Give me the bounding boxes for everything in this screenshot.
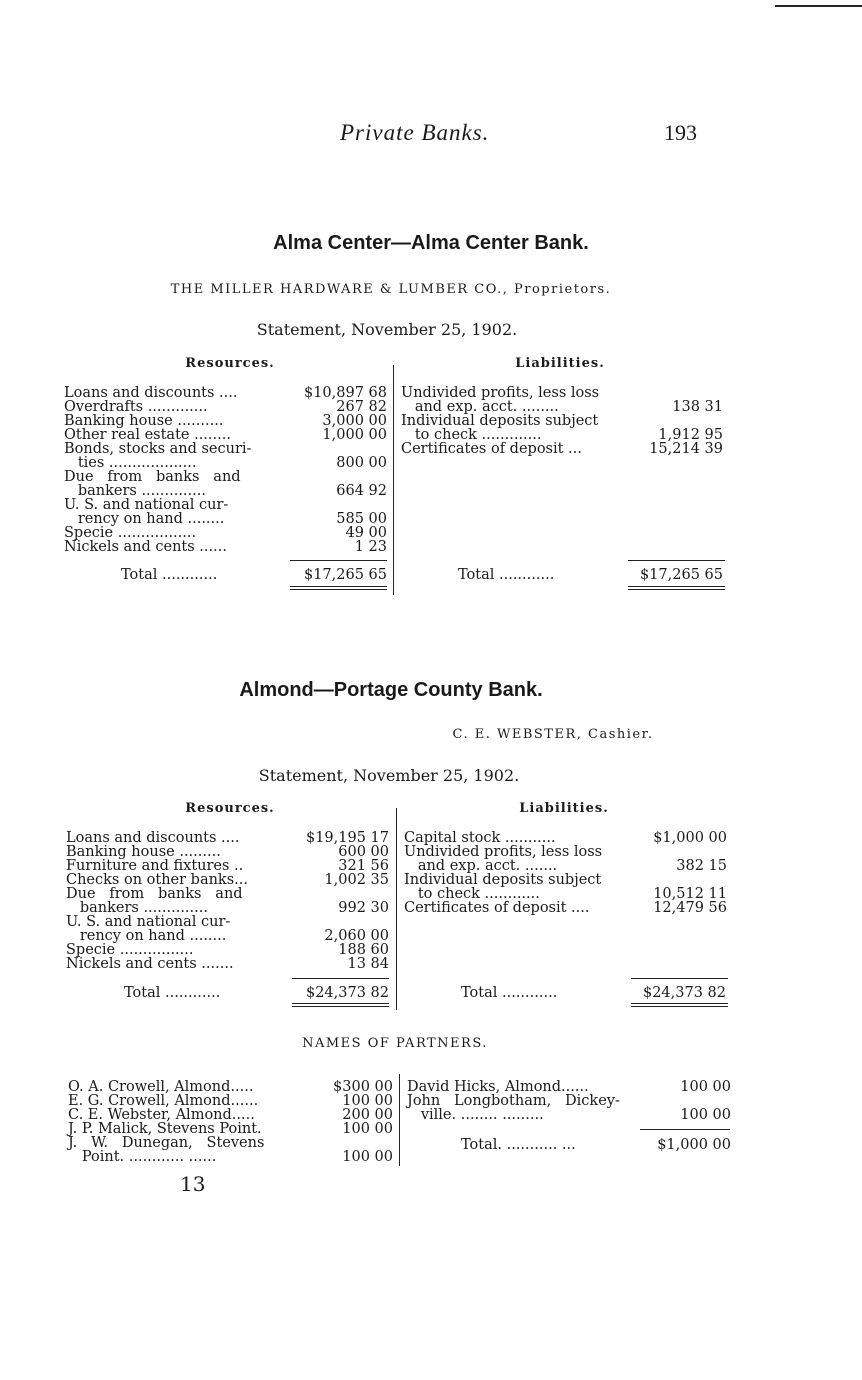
bank1-liabilities-double-rule-2 bbox=[628, 589, 725, 590]
resource-row-amount: 2,060 00 bbox=[324, 928, 389, 944]
partner-row-label: O. A. Crowell, Almond..... bbox=[68, 1079, 254, 1095]
partner-row-label: J. P. Malick, Stevens Point. bbox=[68, 1121, 262, 1137]
resource-row bbox=[66, 831, 389, 845]
partner-row-label: C. E. Webster, Almond..... bbox=[68, 1107, 255, 1123]
partner-row-amount: 100 00 bbox=[342, 1121, 393, 1137]
resource-row-amount: 664 92 bbox=[336, 483, 387, 499]
resource-row-amount: 267 82 bbox=[336, 399, 387, 415]
bank2-resources-total-rule bbox=[292, 978, 389, 979]
resource-row-label: ties ................... bbox=[64, 455, 197, 471]
resource-row-amount: 1 23 bbox=[354, 539, 387, 555]
liability-row bbox=[404, 859, 727, 873]
resource-row-label: Banking house .......... bbox=[64, 413, 224, 429]
liability-row-amount: $1,000 00 bbox=[653, 830, 727, 846]
bank1-liabilities-total-rule bbox=[628, 560, 725, 561]
liability-row-amount: 10,512 11 bbox=[653, 886, 727, 902]
bank2-column-divider bbox=[396, 808, 397, 1010]
partner-row-amount: 100 00 bbox=[680, 1079, 731, 1095]
partner-row bbox=[68, 1080, 393, 1094]
page-number: 193 bbox=[664, 120, 697, 145]
bank1-liabilities-double-rule bbox=[628, 586, 725, 587]
liability-row-amount: 12,479 56 bbox=[653, 900, 727, 916]
partner-row-amount: 100 00 bbox=[342, 1149, 393, 1165]
bank1-resources-list bbox=[64, 386, 387, 554]
resource-row-amount: 321 56 bbox=[338, 858, 389, 874]
resource-row-label: U. S. and national cur- bbox=[66, 914, 231, 930]
resource-row-label: Banking house ......... bbox=[66, 844, 221, 860]
resource-row-label: Loans and discounts .... bbox=[64, 385, 238, 401]
liability-row bbox=[404, 831, 727, 845]
liability-row-label: Individual deposits subject bbox=[404, 872, 602, 888]
partner-row-label: David Hicks, Almond...... bbox=[407, 1079, 589, 1095]
bank2-liabilities-list bbox=[404, 831, 727, 915]
bank1-statement-date: Statement, November 25, 1902. bbox=[256, 320, 518, 339]
partner-row bbox=[68, 1150, 393, 1164]
resource-row bbox=[64, 456, 387, 470]
liability-row-amount: 1,912 95 bbox=[658, 427, 723, 443]
partner-row-amount: 200 00 bbox=[342, 1107, 393, 1123]
resource-row-amount: $10,897 68 bbox=[303, 385, 387, 401]
liability-row-label: Undivided profits, less loss bbox=[404, 844, 603, 860]
partner-row-label: John Longbotham, Dickey- bbox=[407, 1093, 620, 1109]
bank2-cashier: C. E. WEBSTER, Cashier. bbox=[452, 727, 654, 742]
resource-row-amount: $19,195 17 bbox=[305, 830, 389, 846]
liability-row-label: to check ............ bbox=[404, 886, 540, 902]
partner-row-amount: $300 00 bbox=[333, 1079, 393, 1095]
liability-row-label: and exp. acct. ........ bbox=[401, 399, 559, 415]
partner-row-label: Point. ............ ...... bbox=[68, 1149, 217, 1165]
resource-row bbox=[64, 540, 387, 554]
resource-row-label: Bonds, stocks and securi- bbox=[64, 441, 252, 457]
bank2-liabilities-heading: Liabilities. bbox=[519, 801, 609, 816]
liability-row-amount: 15,214 39 bbox=[649, 441, 723, 457]
bank2-resources-heading: Resources. bbox=[185, 801, 275, 816]
resource-row-label: rency on hand ........ bbox=[64, 511, 225, 527]
partners-total: $1,000 00 bbox=[657, 1137, 731, 1153]
partner-row-label: ville. ........ ......... bbox=[407, 1107, 544, 1123]
resource-row-label: Due from banks and bbox=[64, 469, 241, 485]
liability-row bbox=[401, 414, 723, 428]
signature-mark: 13 bbox=[180, 1172, 206, 1196]
liability-row-label: Certificates of deposit ... bbox=[401, 441, 582, 457]
resource-row-label: Loans and discounts .... bbox=[66, 830, 240, 846]
resource-row-label: Nickels and cents ...... bbox=[64, 539, 227, 555]
resource-row-label: bankers .............. bbox=[64, 483, 206, 499]
resource-row bbox=[66, 873, 389, 887]
partner-row-amount: 100 00 bbox=[342, 1093, 393, 1109]
resource-row-label: Due from banks and bbox=[66, 886, 243, 902]
bank2-liabilities-double-rule bbox=[631, 1003, 728, 1004]
top-edge-rule bbox=[775, 5, 862, 7]
partner-row bbox=[68, 1094, 393, 1108]
resource-row bbox=[64, 442, 387, 456]
resource-row bbox=[66, 929, 389, 943]
liability-row bbox=[404, 887, 727, 901]
liability-row-label: Certificates of deposit .... bbox=[404, 900, 590, 916]
partner-row-amount: 100 00 bbox=[680, 1107, 731, 1123]
resource-row-amount: 49 00 bbox=[345, 525, 387, 541]
liability-row bbox=[401, 428, 723, 442]
partners-column-divider bbox=[399, 1074, 400, 1166]
bank1-resources-total: $17,265 65 bbox=[303, 567, 387, 583]
resource-row bbox=[66, 845, 389, 859]
resource-row bbox=[64, 498, 387, 512]
resource-row-amount: 992 30 bbox=[338, 900, 389, 916]
bank1-liabilities-total-label: Total ............ bbox=[458, 567, 555, 583]
partner-row bbox=[68, 1136, 393, 1150]
resource-row bbox=[66, 957, 389, 971]
partner-row bbox=[68, 1108, 393, 1122]
resource-row bbox=[64, 400, 387, 414]
bank1-liabilities-heading: Liabilities. bbox=[515, 356, 605, 371]
partners-left-list bbox=[68, 1080, 393, 1164]
resource-row bbox=[64, 428, 387, 442]
resource-row-label: U. S. and national cur- bbox=[64, 497, 229, 513]
bank1-resources-total-rule bbox=[290, 560, 387, 561]
resource-row-label: Other real estate ........ bbox=[64, 427, 231, 443]
liability-row bbox=[404, 873, 727, 887]
liability-row bbox=[401, 442, 723, 456]
partner-row-label: J. W. Dunegan, Stevens bbox=[68, 1135, 265, 1151]
resource-row-amount: 13 84 bbox=[347, 956, 389, 972]
resource-row-amount: 1,000 00 bbox=[322, 427, 387, 443]
partners-right-list bbox=[407, 1080, 731, 1122]
liability-row-amount: 382 15 bbox=[676, 858, 727, 874]
bank1-resources-double-rule bbox=[290, 586, 387, 587]
partners-total-label: Total. ........... ... bbox=[461, 1137, 576, 1153]
partner-row-label: E. G. Crowell, Almond...... bbox=[68, 1093, 259, 1109]
bank1-liabilities-total: $17,265 65 bbox=[639, 567, 723, 583]
partners-heading: NAMES OF PARTNERS. bbox=[302, 1036, 488, 1051]
resource-row bbox=[64, 386, 387, 400]
bank1-column-divider bbox=[393, 365, 394, 595]
resource-row-label: Furniture and fixtures .. bbox=[66, 858, 244, 874]
bank1-resources-double-rule-2 bbox=[290, 589, 387, 590]
liability-row-label: Undivided profits, less loss bbox=[401, 385, 600, 401]
bank1-resources-heading: Resources. bbox=[185, 356, 275, 371]
resource-row-amount: 3,000 00 bbox=[322, 413, 387, 429]
bank2-statement-date: Statement, November 25, 1902. bbox=[258, 766, 520, 785]
bank2-title: Almond—Portage County Bank. bbox=[239, 679, 543, 701]
resource-row bbox=[64, 470, 387, 484]
partner-row bbox=[407, 1080, 731, 1094]
resource-row bbox=[66, 901, 389, 915]
partner-row bbox=[68, 1122, 393, 1136]
bank1-liabilities-list bbox=[401, 386, 723, 456]
resource-row bbox=[64, 512, 387, 526]
bank2-resources-total-label: Total ............ bbox=[124, 985, 221, 1001]
liability-row bbox=[404, 901, 727, 915]
partners-total-rule bbox=[640, 1129, 730, 1130]
resource-row bbox=[66, 943, 389, 957]
resource-row-label: bankers .............. bbox=[66, 900, 208, 916]
bank2-liabilities-double-rule-2 bbox=[631, 1006, 728, 1007]
liability-row bbox=[401, 386, 723, 400]
partner-row bbox=[407, 1108, 731, 1122]
running-head: Private Banks. bbox=[340, 120, 490, 145]
bank2-resources-total: $24,373 82 bbox=[305, 985, 389, 1001]
liability-row-label: Capital stock ........... bbox=[404, 830, 556, 846]
bank2-resources-list bbox=[66, 831, 389, 971]
liability-row-label: to check ............. bbox=[401, 427, 542, 443]
resource-row-label: Nickels and cents ....... bbox=[66, 956, 234, 972]
partner-row bbox=[407, 1094, 731, 1108]
bank1-title: Alma Center—Alma Center Bank. bbox=[273, 232, 589, 254]
resource-row-label: Specie ................ bbox=[66, 942, 194, 958]
liability-row-label: and exp. acct. ....... bbox=[404, 858, 558, 874]
bank2-liabilities-total-rule bbox=[631, 978, 728, 979]
liability-row-amount: 138 31 bbox=[672, 399, 723, 415]
resource-row-amount: 585 00 bbox=[336, 511, 387, 527]
liability-row-label: Individual deposits subject bbox=[401, 413, 599, 429]
resource-row-amount: 600 00 bbox=[338, 844, 389, 860]
resource-row bbox=[66, 859, 389, 873]
resource-row-label: Overdrafts ............. bbox=[64, 399, 208, 415]
bank2-resources-double-rule bbox=[292, 1003, 389, 1004]
resource-row-amount: 800 00 bbox=[336, 455, 387, 471]
resource-row-label: Checks on other banks... bbox=[66, 872, 248, 888]
bank2-liabilities-total: $24,373 82 bbox=[642, 985, 726, 1001]
resource-row-label: rency on hand ........ bbox=[66, 928, 227, 944]
liability-row bbox=[401, 400, 723, 414]
resource-row bbox=[64, 526, 387, 540]
resource-row bbox=[64, 484, 387, 498]
resource-row-amount: 188 60 bbox=[338, 942, 389, 958]
resource-row bbox=[66, 915, 389, 929]
bank2-liabilities-total-label: Total ............ bbox=[461, 985, 558, 1001]
liability-row bbox=[404, 845, 727, 859]
bank2-resources-double-rule-2 bbox=[292, 1006, 389, 1007]
resource-row bbox=[64, 414, 387, 428]
bank1-proprietors: THE MILLER HARDWARE & LUMBER CO., Proprietors. bbox=[170, 282, 612, 297]
resource-row-label: Specie ................. bbox=[64, 525, 197, 541]
resource-row-amount: 1,002 35 bbox=[324, 872, 389, 888]
resource-row bbox=[66, 887, 389, 901]
bank1-resources-total-label: Total ............ bbox=[121, 567, 218, 583]
